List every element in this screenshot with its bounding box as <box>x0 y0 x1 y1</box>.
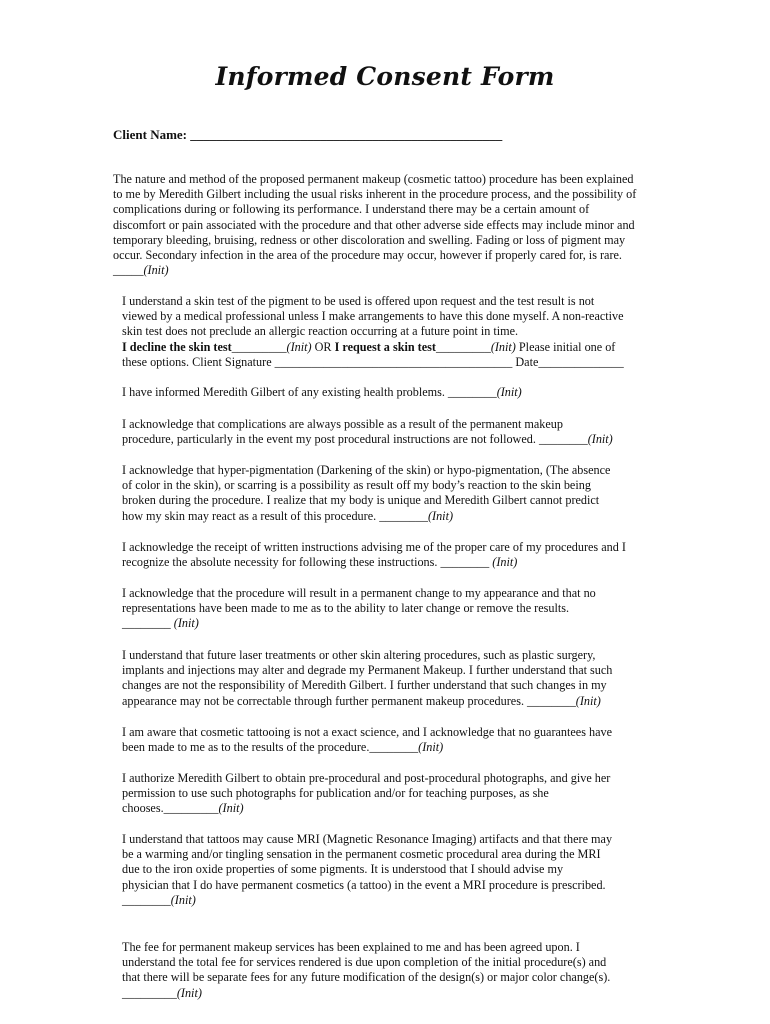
text-line: I understand that tattoos may cause MRI (Magnetic Resonance Imaging) artifacts and that there may <box>122 832 613 846</box>
text-line: skin test does not preclude an allergic reaction occurring at a future point in time. <box>122 324 519 339</box>
client-name-field[interactable]: Client Name: ________________________________________________ <box>113 127 503 142</box>
init-label: (Init) <box>587 432 613 447</box>
decline-initial-blank[interactable]: _________ <box>231 339 287 354</box>
text-line: I acknowledge that the procedure will result in a permanent change to my appearance and that no <box>122 586 596 600</box>
init-label: (Init) <box>176 985 202 1000</box>
request-skin-test-label: I request a skin test <box>334 339 436 354</box>
text-line[interactable]: chooses._________ <box>122 801 219 816</box>
text-line: be a warming and/or tingling sensation in the permanent cosmetic procedural area during the MRI <box>122 847 601 862</box>
init-label: (Init) <box>427 508 454 523</box>
paragraph-mri <box>122 832 612 908</box>
text-line: permission to use such photographs for publication and/or for teaching purposes, as she <box>122 786 549 801</box>
text-line: complications during or following its performance. I understand there may be a certain amount of <box>113 202 590 217</box>
text-line[interactable]: recognize the absolute necessity for following these instructions. ________ <box>122 555 493 570</box>
text-line: temporary bleeding, bruising, redness or other discoloration and swelling. Fading or loss of pigment may <box>113 232 626 247</box>
text-line: I understand that future laser treatments or other skin altering procedures, such as plastic surgery, <box>122 648 596 662</box>
init-label: (Init) <box>492 555 518 570</box>
text-line: to me by Meredith Gilbert including the usual risks inherent in the procedure process, and the possibility of <box>113 187 637 202</box>
text-line: that there will be separate fees for any future modification of the design(s) or major color change(s). <box>122 970 611 985</box>
paragraph-laser-treatments <box>122 648 612 709</box>
paragraph-complications <box>122 417 613 447</box>
initial-blank[interactable]: ________ <box>122 892 171 907</box>
text-line: understand the total fee for services rendered is due upon completion of the initial procedure(s) and <box>122 955 607 970</box>
text-line: I acknowledge that complications are always possible as a result of the permanent makeup <box>122 417 563 431</box>
request-initial-blank[interactable]: _________ <box>435 339 491 354</box>
init-label: (Init) <box>170 892 196 907</box>
form-title: Informed Consent Form <box>215 62 555 91</box>
text-line: I understand a skin test of the pigment to be used is offered upon request and the test result is not <box>122 294 595 308</box>
text-line: broken during the procedure. I realize that my body is unique and Meredith Gilbert cannot predict <box>122 493 600 508</box>
initial-blank[interactable]: _________ <box>122 985 177 1000</box>
text-line: occur. Secondary infection in the area of the procedure may occur, however if properly cared for, is rare. <box>113 248 622 263</box>
init-label: (Init) <box>286 339 312 354</box>
text-line: representations have been made to me as to the ability to later change or remove the results. <box>122 601 570 616</box>
text-line: of color in the skin), or scarring is a possibility as result off my body’s reaction to the skin being <box>122 478 591 493</box>
paragraph-fee <box>122 940 610 1001</box>
init-label: (Init) <box>418 740 444 755</box>
initial-blank[interactable]: _____ <box>113 263 144 278</box>
text-line: changes are not the responsibility of Meredith Gilbert. I further understand that such changes in my <box>122 678 607 693</box>
or-text: OR <box>311 339 335 354</box>
text-line[interactable]: been made to me as to the results of the procedure.________ <box>122 740 419 755</box>
text-line[interactable]: appearance may not be correctable through further permanent makeup procedures. ________ <box>122 693 576 708</box>
text-line[interactable]: I have informed Meredith Gilbert of any existing health problems. ________ <box>122 385 497 399</box>
text-line: The fee for permanent makeup services has been explained to me and has been agreed upon. I <box>122 940 580 954</box>
init-label: (Init) <box>218 801 244 816</box>
init-label: (Init) <box>575 693 601 708</box>
initial-instruction: Please initial one of <box>515 339 616 354</box>
paragraph-skin-test <box>122 294 624 370</box>
text-line: due to the iron oxide properties of some pigments. It is understood that I should advise my <box>122 862 564 877</box>
text-line: I am aware that cosmetic tattooing is not a exact science, and I acknowledge that no guarantees have <box>122 725 613 739</box>
paragraph-not-exact-science <box>122 725 612 755</box>
init-label: (Init) <box>143 263 169 278</box>
text-line: I acknowledge that hyper-pigmentation (Darkening of the skin) or hypo-pigmentation, (The absence <box>122 463 611 477</box>
paragraph-nature-method <box>113 172 636 278</box>
text-line: discomfort or pain associated with the procedure and that other adverse side effects may include minor and <box>113 217 635 232</box>
decline-skin-test-label: I decline the skin test <box>122 339 232 354</box>
paragraph-written-instructions <box>122 540 626 570</box>
init-label: (Init) <box>490 339 516 354</box>
client-signature-date-line[interactable]: these options. Client Signature _______________________________________ Date______________ <box>122 354 624 369</box>
text-line: physician that I do have permanent cosmetics (a tattoo) in the event a MRI procedure is prescribed. <box>122 877 606 892</box>
paragraph-permanent-change <box>122 586 596 632</box>
text-line[interactable]: procedure, particularly in the event my post procedural instructions are not followed. ________ <box>122 432 588 447</box>
paragraph-photographs <box>122 771 610 817</box>
init-label: (Init) <box>496 385 522 399</box>
text-line: viewed by a medical professional unless I make arrangements to have this done myself. A non-reactive <box>122 309 624 324</box>
text-line: The nature and method of the proposed permanent makeup (cosmetic tattoo) procedure has been explained <box>113 172 634 186</box>
paragraph-health-problems <box>122 385 522 400</box>
text-line: implants and injections may alter and degrade my Permanent Makeup. I further understand that such <box>122 663 613 678</box>
initial-blank[interactable]: ________ <box>122 616 174 631</box>
text-line: I acknowledge the receipt of written instructions advising me of the proper care of my procedures and I <box>122 540 626 554</box>
init-label: (Init) <box>173 616 199 631</box>
text-line: I authorize Meredith Gilbert to obtain pre-procedural and post-procedural photographs, and give her <box>122 771 611 785</box>
text-line[interactable]: how my skin may react as a result of this procedure. ________ <box>122 508 428 523</box>
paragraph-pigmentation <box>122 463 610 524</box>
